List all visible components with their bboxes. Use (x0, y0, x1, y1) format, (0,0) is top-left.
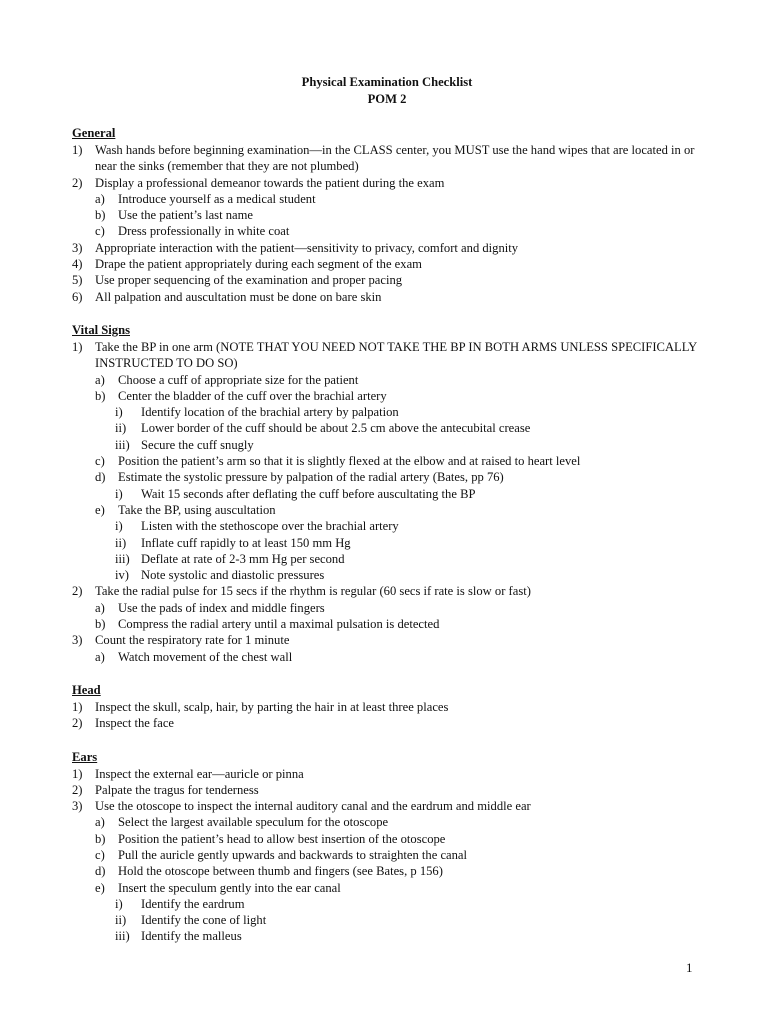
item-text: Use the pads of index and middle fingers (118, 600, 325, 615)
section-head (72, 682, 702, 732)
item-text: Position the patient’s head to allow best insertion of the otoscope (118, 831, 446, 846)
item-text: Identify the cone of light (141, 913, 267, 928)
item-number: 4) (72, 257, 83, 272)
item-text: Take the BP, using auscultation (118, 502, 276, 517)
checklist-item (72, 535, 702, 551)
checklist-item (72, 583, 702, 599)
item-text: Lower border of the cuff should be about 2.5 cm above the antecubital crease (141, 421, 531, 436)
section-heading: Ears (72, 749, 98, 764)
checklist-item (72, 191, 702, 207)
item-number: a) (95, 600, 105, 615)
item-number: d) (95, 864, 106, 879)
item-number: e) (95, 502, 105, 517)
checklist-item (72, 632, 702, 648)
checklist-item (72, 404, 702, 420)
item-number: iii) (115, 437, 130, 452)
item-text: Identify the malleus (141, 929, 242, 944)
checklist-item (72, 437, 702, 453)
checklist-item (72, 847, 702, 863)
item-text: Identify the eardrum (141, 896, 245, 911)
checklist-item (72, 896, 702, 912)
item-number: i) (115, 486, 123, 501)
item-number: b) (95, 831, 106, 846)
item-text: Estimate the systolic pressure by palpation of the radial artery (Bates, pp 76) (118, 470, 504, 485)
item-text: Take the BP in one arm (NOTE THAT YOU NEED NOT TAKE THE BP IN BOTH ARMS UNLESS SPECIFICALLY INSTRUCTED TO DO SO) (95, 339, 697, 371)
item-text: Drape the patient appropriately during each segment of the exam (95, 257, 422, 272)
checklist-item (72, 339, 702, 372)
item-text: Display a professional demeanor towards the patient during the exam (95, 175, 445, 190)
item-text: Select the largest available speculum for the otoscope (118, 815, 389, 830)
item-number: 3) (72, 240, 83, 255)
item-text: Inspect the face (95, 716, 175, 731)
item-number: a) (95, 815, 105, 830)
checklist-item (72, 798, 702, 814)
item-number: 1) (72, 143, 83, 157)
document-title-block (72, 74, 702, 108)
item-number: iii) (115, 929, 130, 944)
checklist-item (72, 469, 702, 485)
item-text: Use proper sequencing of the examination and proper pacing (95, 273, 403, 288)
item-text: Secure the cuff snugly (141, 437, 254, 452)
checklist-item (72, 928, 702, 944)
item-number: 1) (72, 766, 83, 781)
item-text: All palpation and auscultation must be done on bare skin (95, 289, 382, 304)
item-text: Dress professionally in white coat (118, 224, 290, 239)
item-text: Inspect the skull, scalp, hair, by parting the hair in at least three places (95, 699, 449, 714)
item-number: 2) (72, 584, 83, 599)
item-number: 2) (72, 716, 83, 731)
item-text: Introduce yourself as a medical student (118, 191, 316, 206)
checklist-item (72, 240, 702, 256)
item-number: ii) (115, 535, 127, 550)
checklist-item (72, 372, 702, 388)
item-number: 3) (72, 799, 83, 814)
checklist-item (72, 616, 702, 632)
checklist-item (72, 814, 702, 830)
item-text: Insert the speculum gently into the ear canal (118, 880, 341, 895)
item-text: Note systolic and diastolic pressures (141, 568, 325, 583)
checklist-item (72, 699, 702, 715)
item-text: Deflate at rate of 2-3 mm Hg per second (141, 551, 345, 566)
checklist-item (72, 551, 702, 567)
section-heading: Vital Signs (72, 322, 130, 337)
item-number: 2) (72, 782, 83, 797)
checklist-item (72, 223, 702, 239)
item-text: Choose a cuff of appropriate size for the patient (118, 372, 359, 387)
item-number: 2) (72, 175, 83, 190)
checklist-item (72, 912, 702, 928)
checklist-item (72, 486, 702, 502)
item-text: Count the respiratory rate for 1 minute (95, 633, 290, 648)
item-number: ii) (115, 421, 127, 436)
checklist-item (72, 863, 702, 879)
item-text: Inflate cuff rapidly to at least 150 mm Hg (141, 535, 351, 550)
item-number: b) (95, 388, 106, 403)
checklist-item (72, 142, 702, 175)
item-number: c) (95, 454, 105, 469)
checklist-item (72, 502, 702, 518)
item-number: c) (95, 847, 105, 862)
checklist-item (72, 518, 702, 534)
item-text: Take the radial pulse for 15 secs if the rhythm is regular (60 secs if rate is slow or fast) (95, 584, 531, 599)
item-number: i) (115, 896, 123, 911)
page-number: 1 (686, 960, 693, 975)
checklist-item (72, 831, 702, 847)
item-text: Wash hands before beginning examination—in the CLASS center, you MUST use the hand wipes that are located in or near the sinks (remember that they are not plumbed) (95, 143, 695, 174)
item-number: d) (95, 470, 106, 485)
checklist-item (72, 600, 702, 616)
checklist-item (72, 207, 702, 223)
item-number: a) (95, 372, 105, 387)
section-heading: General (72, 126, 116, 140)
checklist-item (72, 766, 702, 782)
item-number: b) (95, 617, 106, 632)
item-number: 1) (72, 339, 83, 354)
checklist-item (72, 782, 702, 798)
item-number: b) (95, 208, 106, 223)
section-heading: Head (72, 682, 101, 697)
item-number: 5) (72, 273, 83, 288)
item-text: Listen with the stethoscope over the brachial artery (141, 519, 399, 534)
item-text: Palpate the tragus for tenderness (95, 782, 259, 797)
item-number: c) (95, 224, 105, 239)
checklist-item (72, 880, 702, 896)
document-title: Physical Examination Checklist (301, 75, 473, 89)
item-text: Use the otoscope to inspect the internal auditory canal and the eardrum and middle ear (95, 799, 531, 814)
item-number: 6) (72, 289, 83, 304)
item-number: ii) (115, 913, 127, 928)
item-text: Wait 15 seconds after deflating the cuff before auscultating the BP (141, 486, 476, 501)
checklist-sections (72, 125, 702, 945)
item-number: iii) (115, 551, 130, 566)
item-number: 3) (72, 633, 83, 648)
item-text: Pull the auricle gently upwards and backwards to straighten the canal (118, 847, 468, 862)
checklist-item (72, 649, 702, 665)
document-page (72, 74, 702, 945)
checklist-item (72, 272, 702, 288)
checklist-item (72, 175, 702, 191)
section-general (72, 125, 702, 305)
item-number: a) (95, 191, 105, 206)
item-text: Position the patient’s arm so that it is slightly flexed at the elbow and at raised to heart level (118, 454, 581, 469)
item-text: Inspect the external ear—auricle or pinna (95, 766, 304, 781)
checklist-item (72, 420, 702, 436)
document-subtitle: POM 2 (367, 92, 407, 106)
item-text: Identify location of the brachial artery by palpation (141, 405, 399, 420)
checklist-item (72, 256, 702, 272)
item-number: a) (95, 649, 105, 664)
item-text: Compress the radial artery until a maximal pulsation is detected (118, 617, 440, 632)
section-ears (72, 749, 702, 945)
item-text: Watch movement of the chest wall (118, 649, 293, 664)
checklist-item (72, 453, 702, 469)
checklist-item (72, 289, 702, 305)
section-vital-signs (72, 322, 702, 665)
item-number: i) (115, 519, 123, 534)
item-number: 1) (72, 699, 83, 714)
item-text: Appropriate interaction with the patient—sensitivity to privacy, comfort and dignity (95, 240, 519, 255)
item-text: Hold the otoscope between thumb and fingers (see Bates, p 156) (118, 864, 443, 879)
item-text: Center the bladder of the cuff over the brachial artery (118, 388, 387, 403)
item-number: i) (115, 405, 123, 420)
item-number: iv) (115, 568, 129, 583)
checklist-item (72, 715, 702, 731)
item-number: e) (95, 880, 105, 895)
checklist-item (72, 388, 702, 404)
item-text: Use the patient’s last name (118, 208, 253, 223)
checklist-item (72, 567, 702, 583)
